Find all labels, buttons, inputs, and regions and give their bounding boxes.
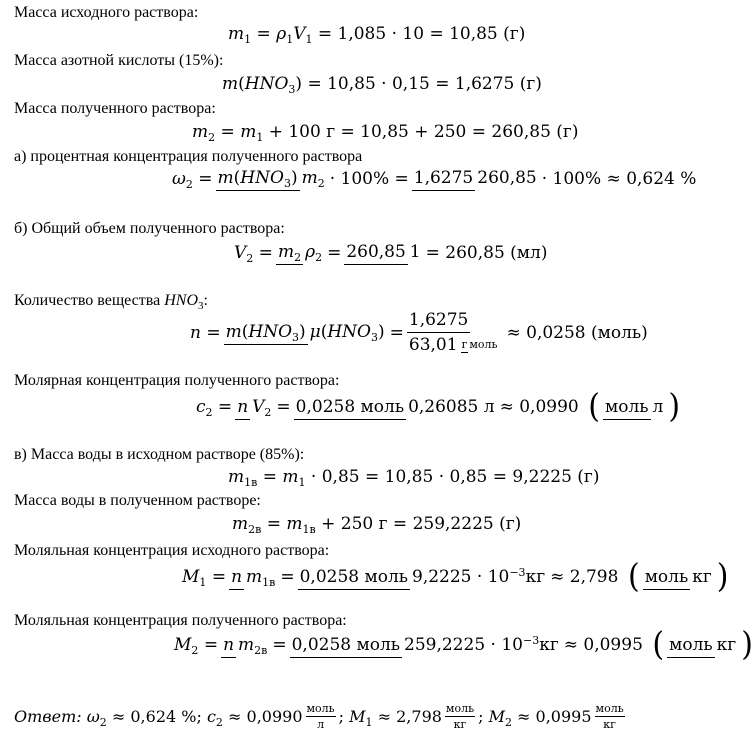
formula-omega2-den: 260,85	[477, 168, 537, 188]
label-water-final: Масса воды в полученном растворе:	[14, 492, 261, 509]
formula-M2-exp: −3	[522, 633, 540, 647]
label-molal-final: Моляльная концентрация полученного раствора:	[14, 612, 347, 629]
label-nitric-acid-mass: Масса азотной кислоты (15%):	[14, 52, 224, 69]
formula-m-hno3-value: = 10,85 · 0,15 = 1,6275 (г)	[307, 74, 542, 94]
formula-n-den: 63,01	[408, 335, 458, 355]
formula-v2-num: 260,85	[344, 242, 407, 265]
formula-M1-exp: −3	[509, 565, 526, 579]
formula-n: n = $m(HNO_3)$ $\mu(HNO_3)$ = 1,6275 63,01 г моль ≈ 0,0258 (моль)	[190, 310, 648, 355]
answer-m2: ≈ 0,0995	[517, 707, 592, 726]
formula-omega2: $\omega_2$ = $m(HNO_3)$ $m_2$ · 100% = 1,6275 260,85 · 100% ≈ 0,624 %	[172, 168, 697, 191]
formula-M1-unit-den: кг	[692, 566, 712, 587]
label-amount-of-substance: Количество вещества $HNO_3$:	[14, 292, 208, 312]
label-final-solution-mass: Масса полученного раствора:	[14, 100, 216, 117]
formula-omega2-mid: · 100% =	[329, 168, 409, 189]
formula-c2-den: 0,26085 л	[408, 396, 495, 417]
formula-n-unit-num: г	[461, 338, 468, 351]
formula-M2-den-unit: кг	[539, 634, 559, 655]
answer-m2-unit-num: моль	[595, 702, 624, 715]
formula-m2v: $m_{2в} = m_{1в}$ + 250 г = 259,2225 (г)	[232, 514, 522, 536]
formula-M2-result: ≈ 0,0995	[563, 635, 643, 655]
formula-M1-den: 9,2225 · 10	[412, 566, 510, 587]
formula-omega2-result: · 100% ≈ 0,624 %	[541, 168, 697, 189]
formula-v2-result: = 260,85 (мл)	[425, 242, 548, 263]
answer-m1-unit-num: моль	[445, 702, 475, 715]
answer-word: Ответ	[14, 707, 77, 726]
formula-m1v-value: · 0,85 = 10,85 · 0,85 = 9,2225 (г)	[310, 467, 600, 487]
formula-n-result: ≈ 0,0258 (моль)	[506, 322, 648, 343]
label-percent-concentration: а) процентная концентрация полученного раствора	[14, 148, 363, 165]
formula-c2-unit-num: моль	[603, 397, 651, 420]
label-molal-initial: Моляльная концентрация исходного раствора:	[14, 542, 330, 559]
formula-M2-num: 0,0258 моль	[290, 635, 402, 658]
answer-m1-unit-den: кг	[453, 718, 467, 731]
label-total-volume: б) Общий объем полученного раствора:	[14, 220, 285, 237]
formula-v2: $V_2$ = $m_2$ $\rho_2$ = 260,85 1 = 260,85 (мл)	[234, 242, 548, 265]
answer-omega: ≈ 0,624 %;	[111, 707, 202, 726]
formula-m1-value: = 1,085 · 10 = 10,85 (г)	[317, 24, 526, 44]
formula-M2-unit-den: кг	[716, 634, 737, 655]
formula-M1-result: ≈ 2,798	[550, 567, 619, 587]
label-amount-colon: :	[203, 292, 208, 309]
answer-m1: ≈ 2,798	[377, 707, 442, 726]
formula-M2-den: 259,2225 · 10	[404, 634, 523, 655]
formula-m-hno3: $m(HNO_3)$ = 10,85 · 0,15 = 1,6275 (г)	[222, 74, 542, 96]
answer-c2-unit-num: моль	[306, 702, 335, 715]
formula-c2-result: ≈ 0,0990	[499, 397, 579, 417]
label-amount-text: Количество вещества	[14, 292, 165, 309]
formula-M1-unit-num: моль	[643, 567, 691, 590]
answer-m2-unit-den: кг	[603, 718, 616, 731]
answer-c2: ≈ 0,0990	[228, 707, 303, 726]
answer-c2-unit-den: л	[317, 718, 325, 731]
formula-c2-unit-den: л	[652, 396, 664, 417]
formula-m2-value: + 100 г = 10,85 + 250 = 260,85 (г)	[268, 122, 579, 142]
answer-line: Ответ : $\omega_2$ ≈ 0,624 %; $c_2$ ≈ 0,0990 $\frac{\text{моль}}{л}$ ; $M_1$ ≈ 2,798 $\frac{\text{моль}}{кг}$ ; $M_2$ ≈ 0,0995 $\frac{\text{моль}}{кг}$	[14, 702, 624, 731]
label-molar-concentration: Молярная концентрация полученного раствора:	[14, 372, 340, 389]
formula-M1: $M_1$ = n $m_{1в}$ = 0,0258 моль $9,2225 \cdot 10^{-3}кг$ ≈ 2,798 ( моль кг )	[182, 557, 729, 596]
formula-c2: $c_2$ = n $V_2$ = 0,0258 моль 0,26085 л ≈ 0,0990 ( моль л )	[196, 387, 681, 426]
formula-M2: $M_2$ = n $m_{2в}$ = 0,0258 моль $259,2225 \cdot 10^{-3}кг$ ≈ 0,0995 ( моль кг )	[174, 625, 753, 664]
formula-n-unit-den: моль	[469, 338, 498, 351]
formula-m2: $m_2 = m_1$ + 100 г = 10,85 + 250 = 260,85 (г)	[192, 122, 579, 144]
formula-M1-num: 0,0258 моль	[298, 567, 410, 590]
formula-omega2-num: 1,6275	[412, 168, 475, 191]
formula-c2-num: 0,0258 моль	[294, 397, 406, 420]
formula-n-num: 1,6275	[407, 310, 470, 333]
formula-M2-unit-num: моль	[667, 635, 715, 658]
formula-M1-den-unit: кг	[525, 566, 546, 587]
formula-v2-den: 1	[409, 242, 421, 262]
label-water-initial: в) Масса воды в исходном растворе (85%):	[14, 446, 305, 463]
formula-m1v: $m_{1в} = m_1$ · 0,85 = 10,85 · 0,85 = 9,2225 (г)	[228, 467, 600, 489]
label-initial-solution-mass: Масса исходного раствора:	[14, 4, 199, 21]
formula-m1: $m_1 = \rho_1V_1$ = 1,085 · 10 = 10,85 (г)	[228, 24, 526, 46]
formula-m2v-value: + 250 г = 259,2225 (г)	[321, 514, 522, 534]
